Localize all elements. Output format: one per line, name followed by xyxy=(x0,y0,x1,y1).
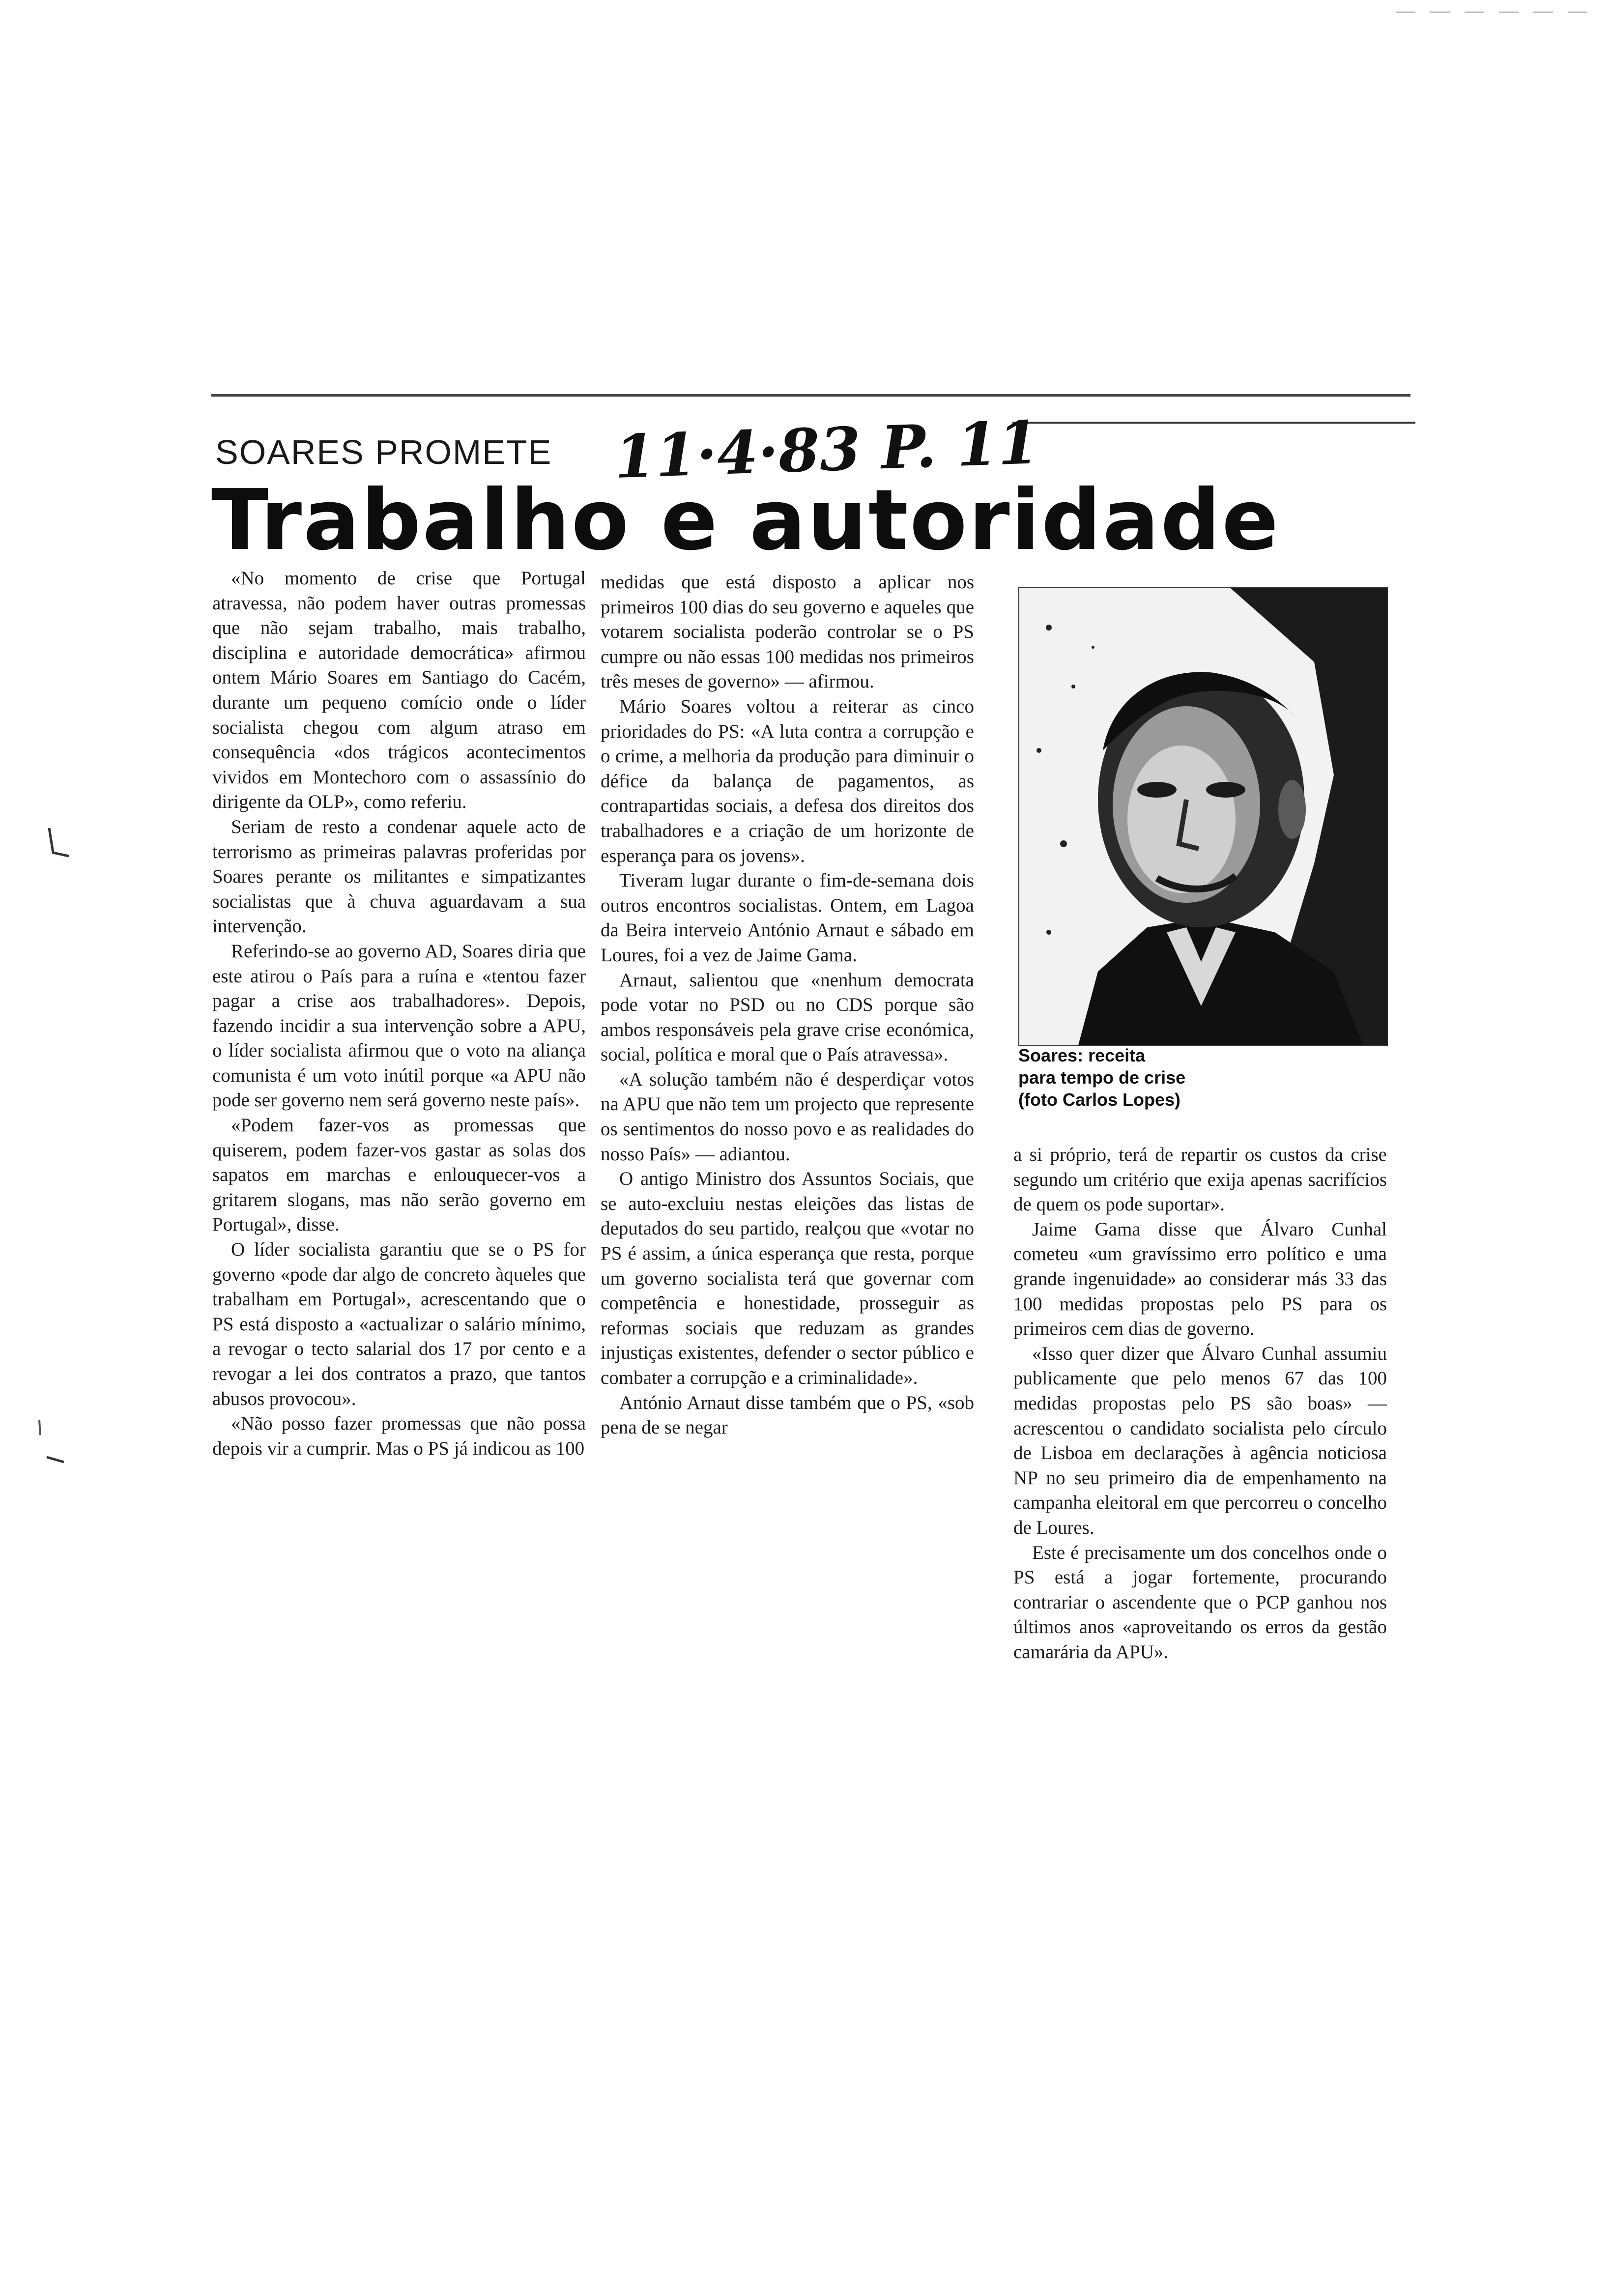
paragraph: O líder socialista garantiu que se o PS for governo «pode dar algo de concreto àqueles que trabalham em Portugal», acrescentando que o PS está disposto a «actualizar o salário mínimo, a revogar o tecto salarial dos 17 por cento e a revogar a lei dos contratos a prazo, que tantos abusos provocou». xyxy=(212,1239,586,1409)
article-column-2 xyxy=(601,570,974,1440)
paragraph: medidas que está disposto a aplicar nos primeiros 100 dias do seu governo e aqueles que votarem socialista poderão controlar se o PS cumpre ou não essas 100 medidas nos primeiros três meses de governo» — afirmou. xyxy=(601,572,974,692)
caption-line: para tempo de crise xyxy=(1018,1067,1186,1088)
paragraph: Tiveram lugar durante o fim-de-semana dois outros encontros socialistas. Ontem, em Lagoa da Beira interveio António Arnaut e sábado em Loures, foi a vez de Jaime Gama. xyxy=(601,870,974,966)
article-headline: Trabalho e autoridade xyxy=(211,472,1280,569)
paragraph: «Podem fazer-vos as promessas que quiserem, podem fazer-vos gastar as solas dos sapatos em marchas e enlouquecer-vos a gritarem slogans, mas não serão governo em Portugal», disse. xyxy=(212,1115,586,1235)
paragraph: a si próprio, terá de repartir os custos da crise segundo um critério que exija apenas sacrifícios de quem os pode suportar». xyxy=(1013,1144,1387,1215)
paragraph: Seriam de resto a condenar aquele acto de terrorismo as primeiras palavras proferidas por Soares perante os militantes e simpatizantes socialistas que à chuva aguardavam a sua intervenção. xyxy=(212,816,586,937)
paragraph: «A solução também não é desperdiçar votos na APU que não tem um projecto que represente os sentimentos do nosso povo e as realidades do nosso País» — adiantou. xyxy=(601,1068,974,1165)
paragraph: «Não posso fazer promessas que não possa depois vir a cumprir. Mas o PS já indicou as 100 xyxy=(212,1413,586,1459)
top-rule xyxy=(211,394,1410,397)
paragraph: «Isso quer dizer que Álvaro Cunhal assumiu publicamente que pelo menos 67 das 100 medidas propostas pelo PS são boas» — acrescentou o candidato socialista pelo círculo de Lisboa em declarações à agência noticiosa NP no seu primeiro dia de empenhamento na campanha eleitoral em que percorreu o concelho de Loures. xyxy=(1013,1343,1387,1538)
portrait-photo xyxy=(1018,587,1388,1046)
article-column-3 xyxy=(1013,1143,1387,1665)
scan-mark-top xyxy=(1396,5,1592,20)
caption-line: Soares: receita xyxy=(1018,1045,1146,1065)
paragraph: Este é precisamente um dos concelhos onde o PS está a jogar fortemente, procurando contrariar o ascendente que o PCP ganhou nos últimos anos «aproveitando os erros da gestão camarária da APU». xyxy=(1013,1542,1387,1663)
paragraph: Referindo-se ao governo AD, Soares diria que este atirou o País para a ruína e «tentou fazer pagar a crise aos trabalhadores». Depois, fazendo incidir a sua intervenção sobre a APU, o líder socialista afirmou que o voto na aliança comunista é um voto inútil porque «a APU não pode ser governo nem será governo neste país». xyxy=(212,940,586,1111)
paragraph: «No momento de crise que Portugal atravessa, não podem haver outras promessas que não sejam trabalho, mais trabalho, disciplina e autoridade democrática» afirmou ontem Mário Soares em Santiago do Cacém, durante um pequeno comício onde o líder socialista chegou com algum atraso em consequência «dos trágicos acontecimentos vividos em Montechoro com o assassínio do dirigente da OLP», como referiu. xyxy=(212,568,586,813)
scan-mark-left-lower xyxy=(29,1415,69,1474)
article-column-1 xyxy=(212,566,586,1461)
paragraph: Jaime Gama disse que Álvaro Cunhal cometeu «um gravíssimo erro político e uma grande ingenuidade» ao considerar más 33 das 100 medidas propostas pelo PS para os primeiros cem dias de governo. xyxy=(1013,1218,1387,1340)
paragraph: O antigo Ministro dos Assuntos Sociais, que se auto-excluiu nestas eleições das listas de deputados do seu partido, realçou que «votar no PS é assim, a única esperança que resta, porque um governo socialista terá que governar com competência e honestidade, prosseguir as reformas sociais que reduzam as grandes injustiças existentes, defender o sector público e combater a corrupção e a criminalidade». xyxy=(601,1168,974,1388)
article-kicker: SOARES PROMETE xyxy=(215,433,552,471)
caption-line: (foto Carlos Lopes) xyxy=(1018,1090,1180,1110)
portrait-photo-image xyxy=(1019,588,1387,1045)
photo-caption xyxy=(1018,1044,1392,1111)
paragraph: Arnaut, salientou que «nenhum democrata pode votar no PSD ou no CDS porque são ambos responsáveis pela grave crise económica, social, política e moral que o País atravessa». xyxy=(601,969,974,1065)
top-rule-thin xyxy=(1012,422,1415,424)
scan-mark-left xyxy=(44,826,74,865)
paragraph: Mário Soares voltou a reiterar as cinco prioridades do PS: «A luta contra a corrupção e o crime, a melhoria da produção para diminuir o défice da balança de pagamentos, as contrapartidas sociais, a defesa dos direitos dos trabalhadores e a criação de um horizonte de esperança para os jovens». xyxy=(601,695,974,866)
paragraph: António Arnaut disse também que o PS, «sob pena de se negar xyxy=(601,1392,974,1438)
handwritten-note: 11·4·83 P. 11 xyxy=(613,407,1040,492)
